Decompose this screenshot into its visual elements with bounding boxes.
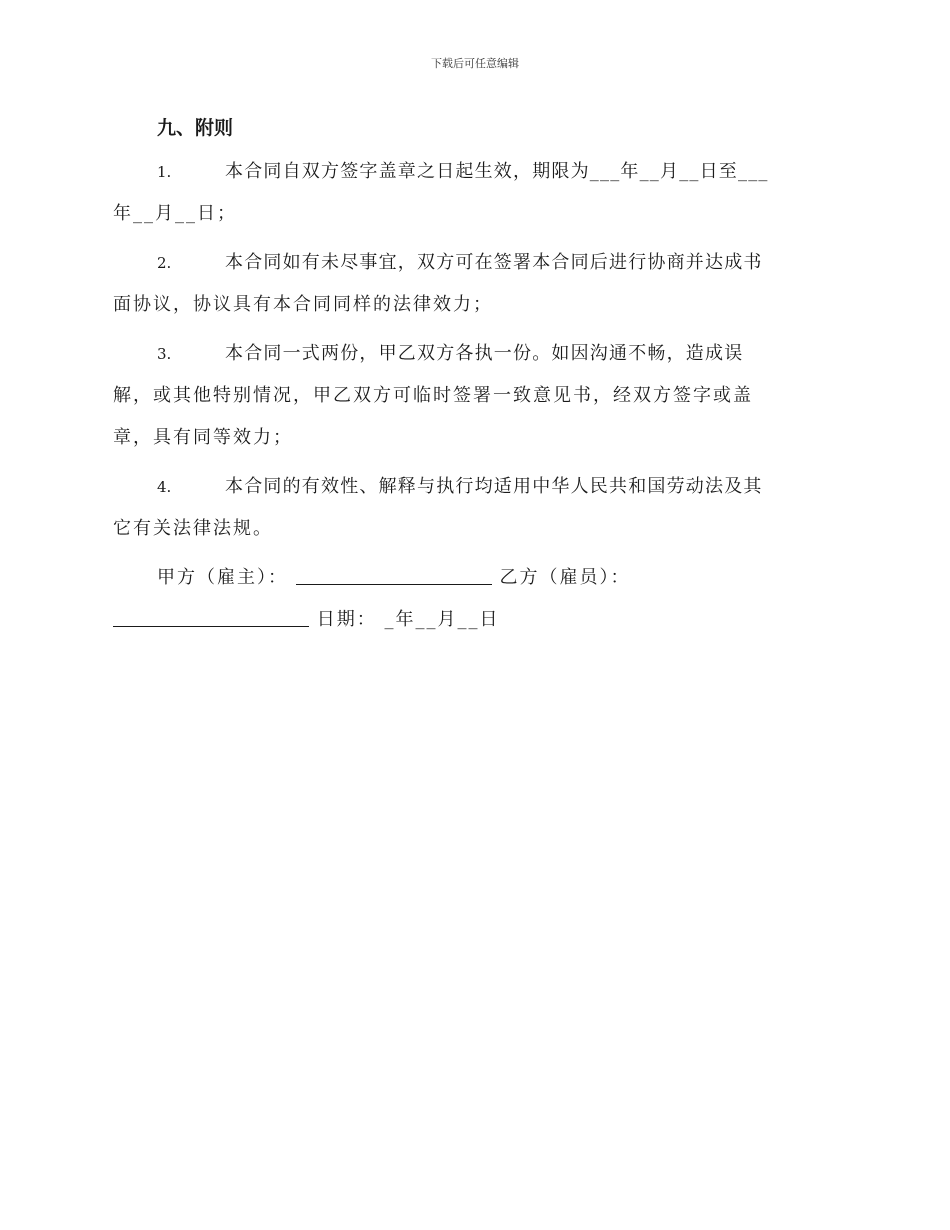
party-b-label: 乙方（雇员）： [499, 567, 631, 588]
party-a-signature-line[interactable] [296, 562, 492, 585]
clause-1 [113, 151, 833, 235]
clause-text-line: 年__月__日； [113, 203, 237, 224]
clause-number: 1. [157, 163, 172, 181]
clause-text-line: 解，或其他特别情况，甲乙双方可临时签署一致意见书，经双方签字或盖 [113, 385, 753, 406]
clause-number: 4. [157, 478, 172, 496]
date-label: 日期： [316, 609, 377, 630]
clause-number: 2. [157, 254, 172, 272]
party-a-label: 甲方（雇主）： [157, 567, 288, 588]
section-title: 九、附则 [157, 117, 234, 139]
clause-text-line: 章，具有同等效力； [113, 427, 293, 448]
date-value: _年__月__日 [384, 609, 500, 630]
page-header: 下载后可任意编辑 [431, 57, 519, 70]
clause-text-line: 本合同的有效性、解释与执行均适用中华人民共和国劳动法及其 [225, 476, 763, 497]
party-b-signature-line[interactable] [113, 604, 309, 627]
clause-3 [113, 333, 833, 459]
clause-2 [113, 242, 833, 326]
clause-text-line: 它有关法律法规。 [113, 518, 273, 539]
clause-4 [113, 466, 833, 550]
clause-text-line: 本合同一式两份，甲乙双方各执一份。如因沟通不畅，造成误 [225, 343, 744, 364]
clause-text-line: 本合同如有未尽事宜，双方可在签署本合同后进行协商并达成书 [225, 252, 763, 273]
clause-text-line: 本合同自双方签字盖章之日起生效，期限为___年__月__日至___ [225, 161, 769, 182]
signature-block [113, 557, 833, 641]
document-body [113, 112, 833, 641]
clause-number: 3. [157, 345, 172, 363]
clause-text-line: 面协议，协议具有本合同同样的法律效力； [113, 294, 493, 315]
